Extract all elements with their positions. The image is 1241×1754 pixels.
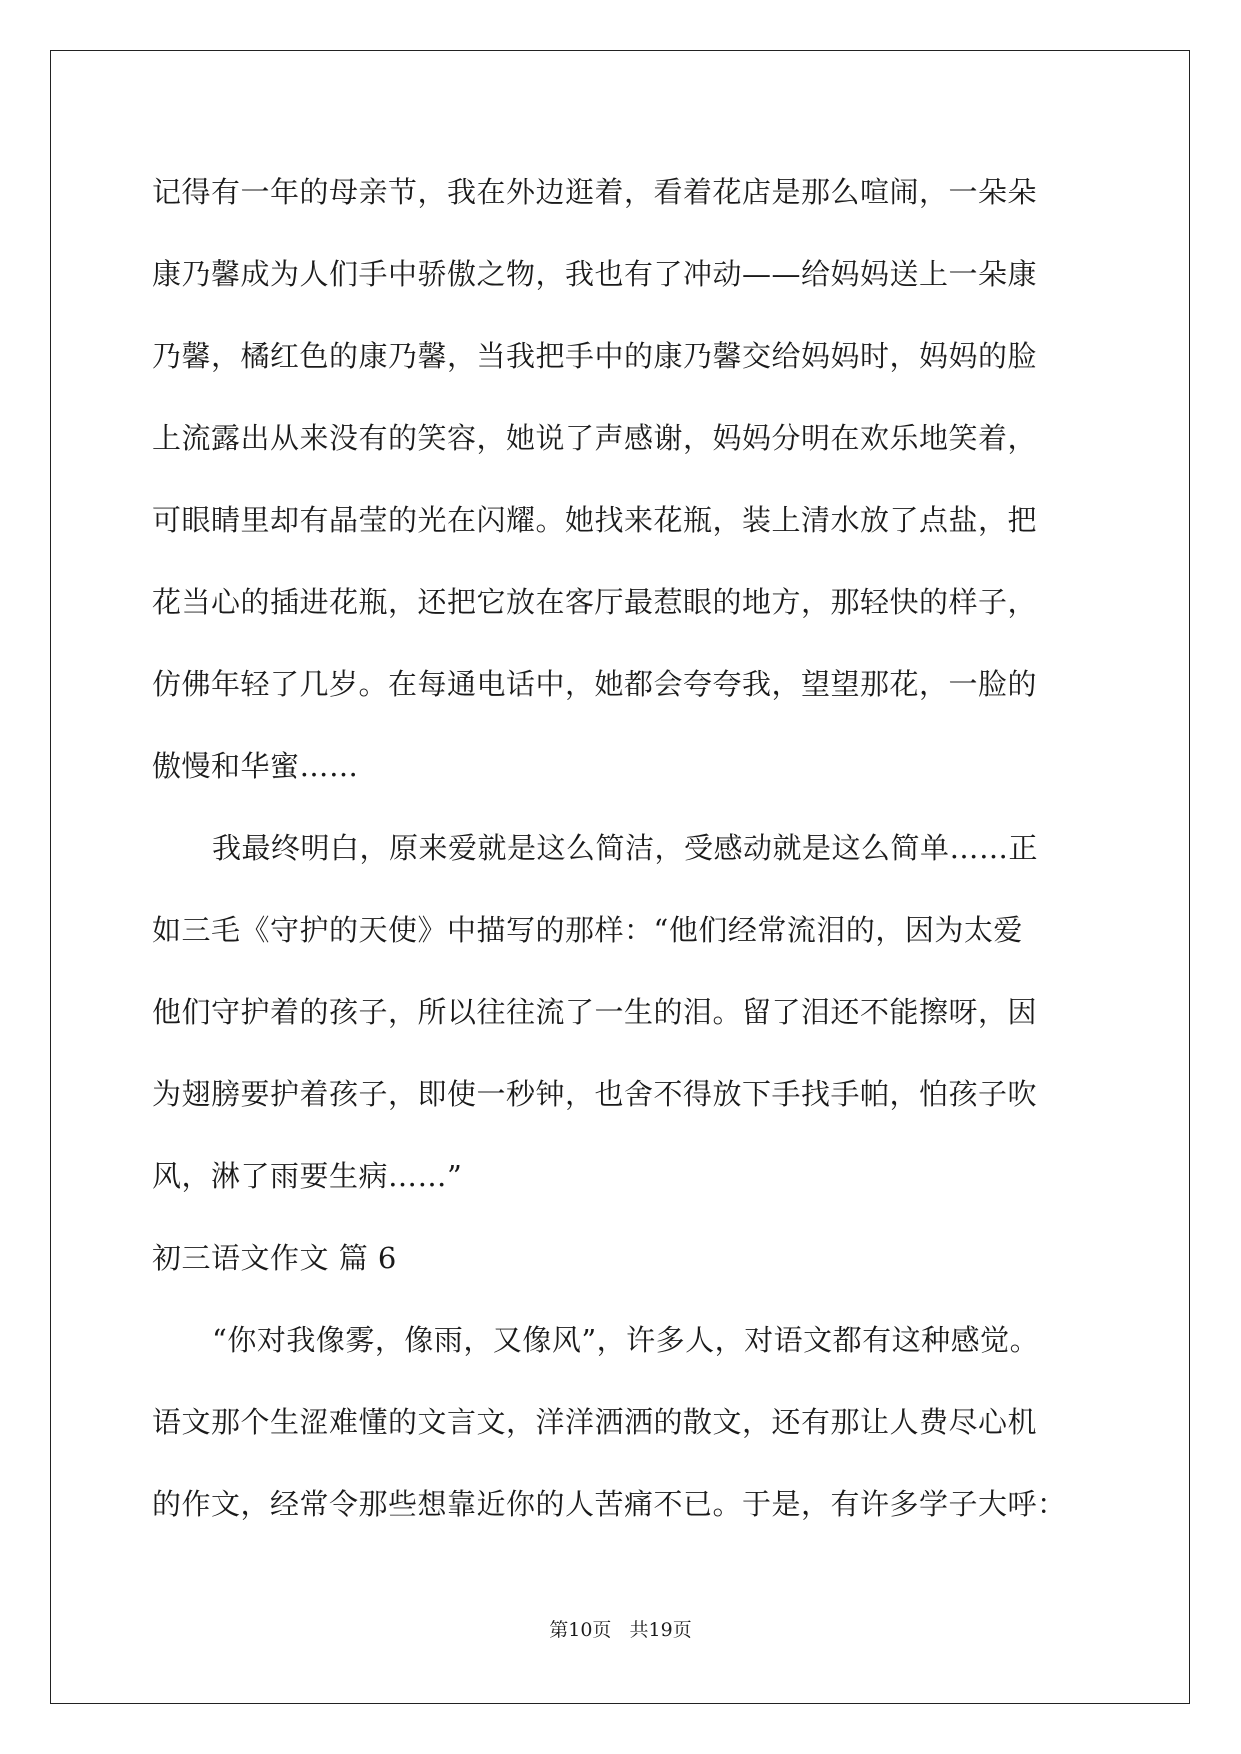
- page-border: [50, 50, 1190, 1704]
- text-line: 的作文，经常令那些想靠近你的人苦痛不已。于是，有许多学子大呼：: [152, 1487, 1067, 1521]
- text-line: 康乃馨成为人们手中骄傲之物，我也有了冲动——给妈妈送上一朵康: [152, 257, 1038, 291]
- text-line: 我最终明白，原来爱就是这么简洁，受感动就是这么简单……正: [212, 831, 1039, 865]
- text-line: 傲慢和华蜜……: [152, 749, 359, 783]
- text-line: 乃馨，橘红色的康乃馨，当我把手中的康乃馨交给妈妈时，妈妈的脸: [152, 339, 1038, 373]
- text-line: 为翅膀要护着孩子，即使一秒钟，也舍不得放下手找手帕，怕孩子吹: [152, 1077, 1038, 1111]
- text-line: 语文那个生涩难懂的文言文，洋洋洒洒的散文，还有那让人费尽心机: [152, 1405, 1038, 1439]
- text-line: 上流露出从来没有的笑容，她说了声感谢，妈妈分明在欢乐地笑着，: [152, 421, 1038, 455]
- section-heading: 初三语文作文 篇 6: [152, 1241, 397, 1275]
- text-line: “你对我像雾，像雨，又像风”，许多人，对语文都有这种感觉。: [212, 1323, 1040, 1357]
- text-line: 他们守护着的孩子，所以往往流了一生的泪。留了泪还不能擦呀，因: [152, 995, 1038, 1029]
- text-line: 可眼睛里却有晶莹的光在闪耀。她找来花瓶，装上清水放了点盐，把: [152, 503, 1038, 537]
- text-line: 花当心的插进花瓶，还把它放在客厅最惹眼的地方，那轻快的样子，: [152, 585, 1038, 619]
- text-line: 如三毛《守护的天使》中描写的那样：“他们经常流泪的，因为太爱: [152, 913, 1023, 947]
- text-line: 仿佛年轻了几岁。在每通电话中，她都会夸夸我，望望那花，一脸的: [152, 667, 1038, 701]
- text-line: 记得有一年的母亲节，我在外边逛着，看着花店是那么喧闹，一朵朵: [152, 175, 1038, 209]
- page-footer: 第10页 共19页: [549, 1619, 692, 1641]
- text-line: 风，淋了雨要生病……”: [152, 1159, 463, 1193]
